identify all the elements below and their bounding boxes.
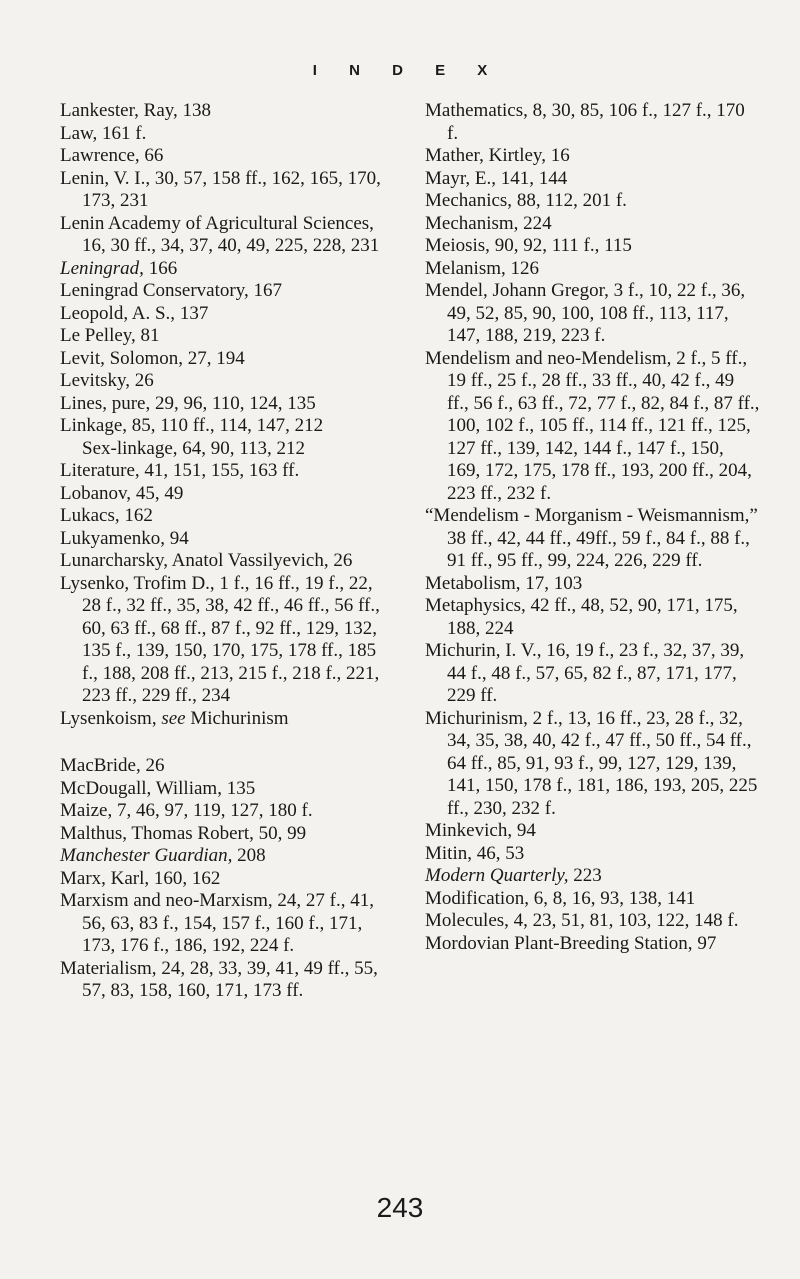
index-entry	[60, 890, 385, 958]
index-entry	[60, 800, 385, 823]
index-entry	[425, 595, 760, 640]
entry-references: 26	[140, 755, 165, 776]
entry-heading: Lunarcharsky, Anatol Vassilyevich,	[60, 550, 329, 571]
entry-heading: Levit, Solomon,	[60, 347, 183, 369]
index-entry	[60, 755, 385, 778]
entry-references: 50, 99	[253, 822, 307, 844]
entry-heading: MacBride,	[60, 755, 141, 776]
index-entry	[60, 123, 385, 146]
index-column-right	[425, 100, 760, 955]
entry-references: 90, 92, 111 f., 115	[489, 235, 632, 256]
entry-heading: Mechanics,	[425, 190, 513, 211]
entry-references: 16, 19 f., 23 f., 32, 37, 39, 44 f., 48 f., 57, 65, 82 f., 87, 171, 177, 229 ff.	[447, 640, 745, 706]
entry-references: 27, 194	[182, 347, 245, 369]
index-entry	[60, 958, 385, 1003]
index-entry	[60, 280, 385, 303]
entry-heading: Marxism and neo-Marxism,	[60, 890, 273, 911]
entry-references: 16, 30 ff., 34, 37, 40, 49, 225, 228, 231	[82, 235, 380, 256]
index-entry	[60, 778, 385, 801]
entry-references: 126	[505, 257, 539, 279]
entry-references: 97	[692, 932, 717, 954]
entry-heading: Leningrad Conservatory,	[60, 280, 249, 301]
index-entry	[60, 708, 385, 731]
index-entry	[60, 528, 385, 551]
entry-references: 64, 90, 113, 212	[177, 437, 306, 459]
entry-heading: Manchester Guardian,	[60, 845, 233, 866]
index-entry	[60, 415, 385, 438]
entry-heading: Law,	[60, 122, 98, 144]
entry-heading: Mendelism and neo-Mendelism,	[425, 347, 672, 369]
entry-heading: Mather, Kirtley,	[425, 145, 546, 166]
index-entry	[60, 325, 385, 348]
index-entry	[425, 280, 760, 348]
index-column-left	[60, 100, 385, 1003]
entry-references: 29, 96, 110, 124, 135	[150, 392, 316, 414]
entry-references: 137	[175, 302, 209, 324]
entry-heading: Molecules,	[425, 910, 509, 931]
entry-heading: Lysenkoism,	[60, 707, 157, 729]
entry-references: 38 ff., 42, 44 ff., 49ff., 59 f., 84 f., 88 f., 91 ff., 95 ff., 99, 224, 226, 229 ff.	[447, 527, 750, 571]
entry-heading: Mitin,	[425, 842, 472, 864]
entry-heading: Le Pelley,	[60, 325, 136, 346]
index-entry	[60, 370, 385, 393]
entry-heading: Mathematics,	[425, 100, 528, 121]
entry-see-reference: see	[156, 707, 186, 729]
entry-references: 46, 53	[471, 842, 525, 864]
index-entry	[425, 190, 760, 213]
entry-references: 6, 8, 16, 93, 138, 141	[528, 887, 696, 909]
entry-heading: Lukacs,	[60, 505, 120, 526]
entry-references: 16	[545, 145, 570, 166]
index-entry	[60, 550, 385, 573]
index-entry	[425, 348, 760, 506]
index-entry	[60, 145, 385, 168]
entry-heading: Mechanism,	[425, 212, 519, 234]
entry-references: 224	[518, 212, 552, 234]
index-entry	[425, 888, 760, 911]
index-entry	[60, 348, 385, 371]
index-entry	[60, 168, 385, 213]
entry-heading: Modern Quarterly,	[425, 865, 569, 886]
entry-heading: Linkage,	[60, 415, 128, 436]
index-entry	[425, 820, 760, 843]
index-entry	[60, 573, 385, 708]
entry-heading: Mordovian Plant-Breeding Station,	[425, 932, 693, 954]
index-entry	[425, 505, 760, 573]
entry-heading: Leopold, A. S.,	[60, 302, 176, 324]
entry-heading: Lawrence,	[60, 145, 140, 166]
index-entry	[425, 910, 760, 933]
entry-references: 135	[221, 777, 256, 799]
index-entry	[60, 845, 385, 868]
index-entry	[425, 865, 760, 888]
index-entry	[60, 460, 385, 483]
entry-heading: Minkevich,	[425, 820, 513, 841]
index-entry	[425, 145, 760, 168]
index-entry	[425, 843, 760, 866]
entry-heading: Sex-linkage,	[82, 437, 178, 459]
entry-references: 160, 162	[149, 867, 221, 889]
entry-heading: McDougall, William,	[60, 777, 222, 799]
index-entry	[60, 213, 385, 258]
entry-references: 3 f., 10, 22 f., 36, 49, 52, 85, 90, 100, 108 ff., 113, 117, 147, 188, 219, 223 f.	[447, 280, 746, 346]
entry-heading: Metabolism,	[425, 572, 521, 594]
entry-heading: Maize,	[60, 800, 113, 821]
entry-see-target: Michurinism	[185, 707, 289, 729]
entry-references: 26	[328, 550, 353, 571]
entry-references: 85, 110 ff., 114, 147, 212	[127, 415, 324, 436]
index-entry	[60, 438, 385, 461]
entry-heading: Lysenko, Trofim D.,	[60, 572, 215, 594]
entry-references: 138	[177, 100, 212, 121]
entry-references: 167	[248, 280, 282, 301]
page-number: 243	[376, 1192, 424, 1223]
entry-heading: Marx, Karl,	[60, 867, 150, 889]
index-entry	[60, 868, 385, 891]
entry-heading: Lankester, Ray,	[60, 100, 178, 121]
entry-references: 223	[568, 865, 602, 886]
entry-references: 7, 46, 97, 119, 127, 180 f.	[112, 800, 313, 821]
entry-references: 161 f.	[97, 122, 147, 144]
index-entry	[60, 505, 385, 528]
entry-references: 2 f., 5 ff., 19 ff., 25 f., 28 ff., 33 ff., 40, 42 f., 49 ff., 56 f., 63 ff., 72, 77 f., 82, 84 f., 87 ff., 100, 102 f., 105 ff., 114 ff., 121 ff., 125, 127 ff., 139, 142, 144 f., 147 f., 150, 169, 172, 175, 178 ff., 193, 200 ff., 204, 223 ff., 232 f.	[447, 347, 760, 504]
entry-references: 94	[165, 527, 189, 549]
entry-references: 94	[512, 820, 536, 841]
entry-heading: Lines, pure,	[60, 392, 151, 414]
entry-heading: Lukyamenko,	[60, 527, 166, 549]
entry-heading: Levitsky,	[60, 370, 131, 391]
index-entry	[60, 100, 385, 123]
index-entry	[425, 573, 760, 596]
entry-references: 141, 144	[496, 167, 568, 189]
index-entry	[425, 640, 760, 708]
entry-references: 66	[139, 145, 164, 166]
entry-references: 42 ff., 48, 52, 90, 171, 175, 188, 224	[447, 595, 738, 639]
entry-heading: Melanism,	[425, 257, 506, 279]
index-entry	[60, 303, 385, 326]
entry-references: 41, 151, 155, 163 ff.	[139, 460, 300, 481]
index-entry	[425, 258, 760, 281]
entry-heading: Michurinism,	[425, 707, 528, 729]
entry-references: 162	[119, 505, 153, 526]
entry-references: 26	[130, 370, 154, 391]
entry-heading: “Mendelism - Morganism - Weismannism,”	[425, 505, 758, 526]
entry-references: 2 f., 13, 16 ff., 23, 28 f., 32, 34, 35, 38, 40, 42 f., 47 ff., 50 ff., 54 ff., 64 ff., 85, 91, 93 f., 99, 127, 129, 139, 141, 150, 178 f., 181, 186, 193, 205, 225 ff., 230, 232 f.	[447, 707, 758, 819]
entry-heading: Michurin, I. V.,	[425, 640, 542, 661]
entry-heading: Leningrad,	[60, 257, 144, 279]
entry-references: 81	[135, 325, 160, 346]
index-entry	[425, 235, 760, 258]
entry-heading: Modification,	[425, 887, 529, 909]
entry-references: 24, 27 f., 41, 56, 63, 83 f., 154, 157 f., 160 f., 171, 173, 176 f., 186, 192, 224 f.	[82, 890, 374, 956]
index-entry	[425, 213, 760, 236]
entry-references: 17, 103	[520, 572, 583, 594]
entry-heading: Meiosis,	[425, 235, 490, 256]
entry-references: 30, 57, 158 ff., 162, 165, 170, 173, 231	[82, 167, 381, 211]
index-entry	[60, 483, 385, 506]
index-entry	[425, 168, 760, 191]
entry-references: 88, 112, 201 f.	[512, 190, 627, 211]
entry-heading: Lobanov,	[60, 482, 132, 504]
entry-references: 8, 30, 85, 106 f., 127 f., 170 f.	[447, 100, 745, 144]
index-entry	[60, 823, 385, 846]
entry-heading: Malthus, Thomas Robert,	[60, 822, 254, 844]
entry-heading: Mendel, Johann Gregor,	[425, 280, 609, 301]
entry-heading: Metaphysics,	[425, 595, 526, 616]
index-entry	[425, 708, 760, 821]
entry-references: 45, 49	[131, 482, 184, 504]
index-entry	[425, 100, 760, 145]
index-entry	[60, 393, 385, 416]
entry-heading: Materialism,	[60, 957, 157, 979]
entry-references: 24, 28, 33, 39, 41, 49 ff., 55, 57, 83, 158, 160, 171, 173 ff.	[82, 957, 378, 1001]
index-entry	[60, 258, 385, 281]
entry-heading: Mayr, E.,	[425, 167, 496, 189]
entry-heading: Literature,	[60, 460, 140, 481]
entry-references: 208	[232, 845, 266, 866]
running-head: I N D E X	[312, 62, 502, 79]
entry-heading: Lenin Academy of Agricultural Sciences,	[60, 212, 374, 234]
entry-references: 4, 23, 51, 81, 103, 122, 148 f.	[508, 910, 739, 931]
index-entry	[425, 933, 760, 956]
entry-heading: Lenin, V. I.,	[60, 167, 151, 189]
entry-references: 166	[143, 257, 178, 279]
entry-references: 1 f., 16 ff., 19 f., 22, 28 f., 32 ff., 35, 38, 42 ff., 46 ff., 56 ff., 60, 63 ff., 68 ff., 87 f., 92 ff., 129, 132, 135 f., 139, 150, 170, 175, 178 ff., 185 f., 188, 208 ff., 213, 215 f., 218 f., 221, 223 ff., 229 ff., 234	[82, 572, 380, 706]
